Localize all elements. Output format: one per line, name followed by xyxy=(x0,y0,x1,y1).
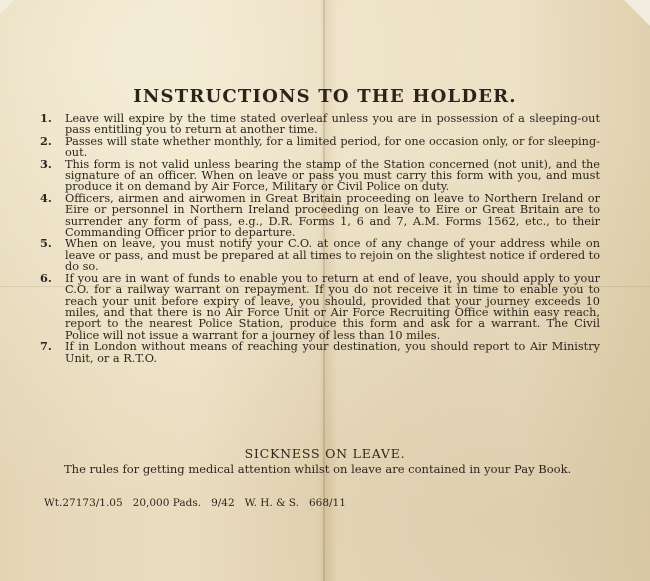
instruction-number: 7. xyxy=(40,339,52,354)
instruction-item xyxy=(40,133,600,160)
instruction-item xyxy=(40,113,600,136)
instruction-number: 2. xyxy=(40,133,52,148)
instruction-text: This form is not valid unless bearing the stamp of the Station concerned (not unit), and the signature of an officer. When on leave or pass you must carry this form with you, and must produce it on demand by Air Force, Military or Civil Police on duty. xyxy=(65,157,600,194)
instruction-number: 5. xyxy=(40,236,52,251)
instruction-text: Passes will state whether monthly, for a limited period, for one occasion only, or for sleeping-out. xyxy=(65,134,600,160)
instruction-text: If you are in want of funds to enable you to return at end of leave, you should apply to your C.O. for a railway warrant on repayment. If you do not receive it in time to enable you to reach your unit before expiry of leave, you should, provided that your journey exceeds 10 miles, and that there is no Air Force Unit or Air Force Recruiting Office within easy reach, report to the nearest Police Station, produce this form and ask for a warrant. The Civil Police will not issue a warrant for a journey of less than 10 miles. xyxy=(65,271,600,342)
torn-corner xyxy=(624,0,650,26)
instruction-number: 1. xyxy=(40,111,52,125)
instruction-number: 6. xyxy=(40,270,52,285)
instructions-list xyxy=(40,113,600,364)
instruction-text: When on leave, you must notify your C.O. at once of any change of your address while on leave or pass, and must be prepared at all times to rejoin on the slightest notice if ordered to do so. xyxy=(65,237,600,274)
printer-imprint: Wt.27173/1.05 20,000 Pads. 9/42 W. H. & S. 668/11 xyxy=(44,497,346,509)
instruction-item xyxy=(40,270,600,342)
instruction-text: Leave will expire by the time stated overleaf unless you are in possession of a sleeping-out pass entitling you to return at another time. xyxy=(65,112,600,137)
instruction-item xyxy=(40,341,600,364)
instruction-item xyxy=(40,238,600,272)
instruction-item xyxy=(40,190,600,240)
worn-corner xyxy=(0,0,14,14)
instruction-number: 4. xyxy=(40,190,52,205)
instruction-item xyxy=(40,156,600,194)
instruction-text: If in London without means of reaching your destination, you should report to Air Ministry Unit, or a R.T.O. xyxy=(65,340,600,365)
instruction-text: Officers, airmen and airwomen in Great Britain proceeding on leave to Northern Ireland or Eire or personnel in Northern Ireland proceeding on leave to Eire or Great Britain are to surrender any form of pass, e.g., D.R. Forms 1, 6 and 7, A.M. Forms 1562, etc., to their Commanding Officer prior to departure. xyxy=(65,191,600,240)
instruction-number: 3. xyxy=(40,156,52,171)
sickness-heading: SICKNESS ON LEAVE. xyxy=(244,446,406,461)
sickness-text: The rules for getting medical attention whilst on leave are contained in your Pay Book. xyxy=(64,462,572,476)
document-title: INSTRUCTIONS TO THE HOLDER. xyxy=(133,86,517,107)
